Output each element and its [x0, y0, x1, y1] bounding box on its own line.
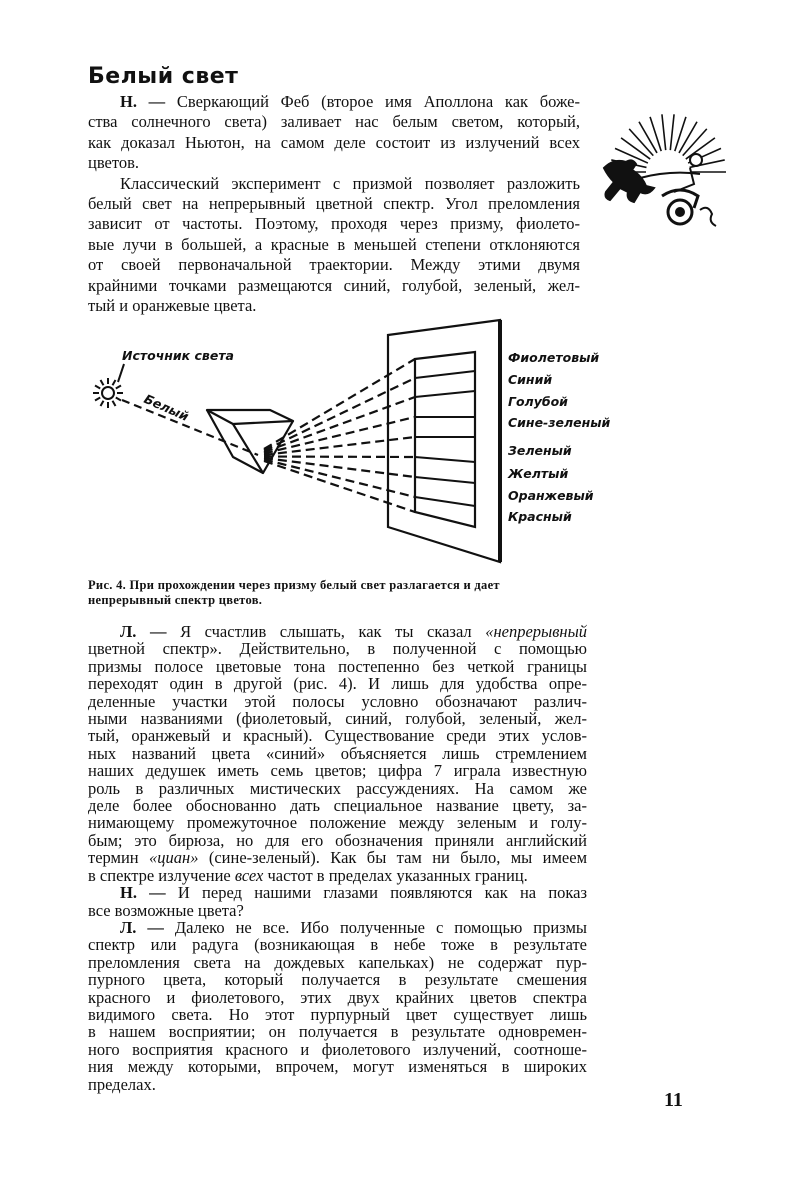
spectrum-band-line [415, 497, 475, 506]
sun-ray [95, 398, 100, 401]
text-line [88, 954, 587, 971]
speaker-label: Л. — [120, 622, 181, 641]
text-line [88, 832, 587, 849]
text-line [88, 727, 587, 744]
text-segment: ными названиями (фиолетовый, синий, голубой, зеленый, жел- [88, 709, 587, 729]
text-segment: бым; это бирюза, но для его обозначения приняли английский [88, 830, 587, 850]
text-segment: Сверкающий Феб (второе имя Аполлона как боже- [176, 92, 580, 111]
spectrum-color-label: Зеленый [508, 443, 572, 458]
spectrum-band-line [415, 457, 475, 462]
text-line [88, 936, 587, 953]
text-segment: деленные участки этой полосы условно обозначают различ- [88, 691, 587, 711]
spectrum-rays [264, 359, 475, 512]
illustration-ray [662, 114, 666, 150]
text-segment: видимого света. Но этот пурпурный цвет существует лишь [88, 1004, 587, 1024]
illustration-ray [670, 114, 674, 150]
spectrum-ray [264, 417, 415, 454]
spectrum-labels [507, 350, 611, 524]
text-segment: Далеко не все. Ибо полученные с помощью призмы [174, 917, 587, 937]
illustration-ray [639, 122, 657, 153]
text-line [88, 867, 587, 884]
spectrum-color-label: Оранжевый [508, 488, 594, 503]
text-line [88, 745, 587, 762]
text-line [88, 902, 587, 919]
emphasis-text: всех [234, 865, 264, 885]
text-line [88, 693, 587, 710]
text-line [88, 1023, 587, 1040]
text-segment: тый и оранжевые цвета. [88, 296, 257, 316]
text-line [88, 849, 587, 866]
emphasis-text: «непрерывный [485, 622, 587, 641]
text-line [88, 1041, 587, 1058]
text-segment: тый, оранжевый и красный). Существование среди этих услов- [88, 726, 587, 746]
spectrum-ray [264, 458, 415, 477]
text-line [88, 884, 587, 901]
caption-line: Рис. 4. При прохождении через призму белый свет разлагается и дает [88, 578, 500, 592]
spectrum-color-label: Синий [508, 372, 553, 387]
text-segment: ных названий цвета «синий» объясняется лишь стремлением [88, 743, 587, 763]
speaker-label: Л. — [120, 917, 175, 937]
spectrum-band-line [415, 391, 475, 397]
text-segment: ния между которыми, впрочем, могут изменяться в широких [88, 1057, 587, 1077]
spectrum-ray [264, 437, 415, 455]
spectrum-color-label: Красный [508, 509, 572, 524]
text-segment: призмы полосе цветовые тона постепенно без четкой границы [88, 656, 587, 676]
illustration-ray [650, 117, 661, 151]
spectrum-color-label: Голубой [508, 394, 568, 409]
text-segment: все возможные цвета? [88, 900, 244, 920]
text-line [88, 919, 587, 936]
text-segment: деле более обоснованно дать специальное название цвету, за- [88, 796, 587, 816]
text-segment: как доказал Ньютон, на самом деле состоит из излучений всех [88, 132, 580, 152]
speaker-label: Н. — [120, 92, 177, 111]
text-segment: крайними точками размещаются синий, голубой, зеленый, жел- [88, 275, 580, 295]
text-line [88, 989, 587, 1006]
text-segment: Я счастлив слышать, как ты сказал [180, 622, 486, 641]
light-source-sun-icon [93, 364, 124, 408]
text-segment: от своей первоначальной траектории. Между этими двумя [88, 255, 580, 275]
sun-ray [101, 401, 104, 406]
text-segment: частот в пределах указанных границ. [263, 865, 528, 885]
text-line [88, 640, 587, 657]
text-segment: белый свет на непрерывный цветной спектр. Угол преломления [88, 194, 580, 214]
text-segment: преломления света на дождевых капельках) не содержат пур- [88, 952, 587, 972]
sun-ray [116, 398, 121, 401]
text-segment: И перед нашими глазами появляются как на показ [177, 883, 588, 903]
text-segment: спектр или радуга (возникающая в небе тоже в результате [88, 935, 587, 955]
spectrum-band-line [415, 477, 475, 483]
text-line [88, 971, 587, 988]
text-line [88, 710, 587, 727]
text-segment: зависит от частоты. Поэтому, проходя через призму, фиолето- [88, 214, 580, 234]
text-segment: нимающему промежуточное положение между зеленым и голу- [88, 813, 587, 833]
sun-chariot-illustration [604, 114, 726, 226]
illustration-ray [675, 117, 686, 151]
sun-ray [116, 386, 121, 389]
section-title: Белый свет [88, 64, 239, 89]
text-segment: цветов. [88, 153, 140, 173]
text-line [88, 1006, 587, 1023]
text-line [88, 1076, 587, 1093]
text-line [88, 623, 587, 640]
caption-line: непрерывный спектр цветов. [88, 593, 263, 607]
spectrum-color-label: Желтый [508, 466, 569, 481]
text-line [88, 780, 587, 797]
spectrum-color-label: Фиолетовый [508, 350, 600, 365]
spectrum-band-line [415, 371, 475, 378]
sun-ray [95, 386, 100, 389]
spectrum-ray [264, 461, 415, 512]
text-segment: в нашем восприятии; он получается в результате одновремен- [88, 1022, 587, 1042]
text-segment: термин [88, 848, 150, 868]
text-segment: Классический эксперимент с призмой позволяет разложить [120, 173, 580, 193]
emphasis-text: «циан» [149, 848, 199, 868]
light-source-label: Источник света [122, 348, 234, 363]
text-segment: красного и фиолетового, этих двух крайних цветов спектра [88, 987, 587, 1007]
text-segment: вые лучи в большей, а красные в меньшей степени отклоняются [88, 234, 580, 254]
text-segment: (сине-зеленый). Как бы там ни было, мы имеем [198, 848, 588, 868]
text-segment: роль в различных мистических рассуждениях. На самом же [88, 778, 587, 798]
text-line [88, 797, 587, 814]
sun-ray [101, 380, 104, 385]
screen [388, 320, 500, 562]
text-segment: пределах. [88, 1074, 156, 1094]
sun-ray [113, 380, 116, 385]
text-segment: переходят один в другой (рис. 4). И лишь для удобства опре- [88, 674, 587, 694]
text-line [88, 762, 587, 779]
text-line [88, 658, 587, 675]
text-segment: цветной спектр». Действительно, в полученной с помощью [88, 639, 587, 659]
text-segment: пурного цвета, который получается в результате смешения [88, 970, 587, 990]
text-segment: в спектре излучение [88, 865, 235, 885]
dialogue-text [88, 623, 587, 1093]
text-line [88, 675, 587, 692]
spectrum-ray [264, 460, 415, 498]
text-segment: ного восприятия красного и фиолетового излучений, соотноше- [88, 1039, 587, 1059]
speaker-label: Н. — [120, 883, 178, 903]
illustration-ray [679, 122, 697, 153]
spectrum-color-label: Сине-зеленый [508, 415, 611, 430]
text-segment: наших дедушек иметь семь цветов; цифра 7 играла известную [88, 761, 587, 781]
figure-caption [88, 578, 588, 608]
text-line [88, 1058, 587, 1075]
text-segment: ства солнечного света) заливает нас белым светом, который, [88, 112, 580, 132]
spectrum-ray [264, 457, 415, 458]
white-beam [122, 400, 258, 455]
text-line [88, 814, 587, 831]
page-number: 11 [664, 1089, 683, 1111]
sun-ray [113, 401, 116, 406]
white-beam-label: Белый [141, 391, 192, 424]
